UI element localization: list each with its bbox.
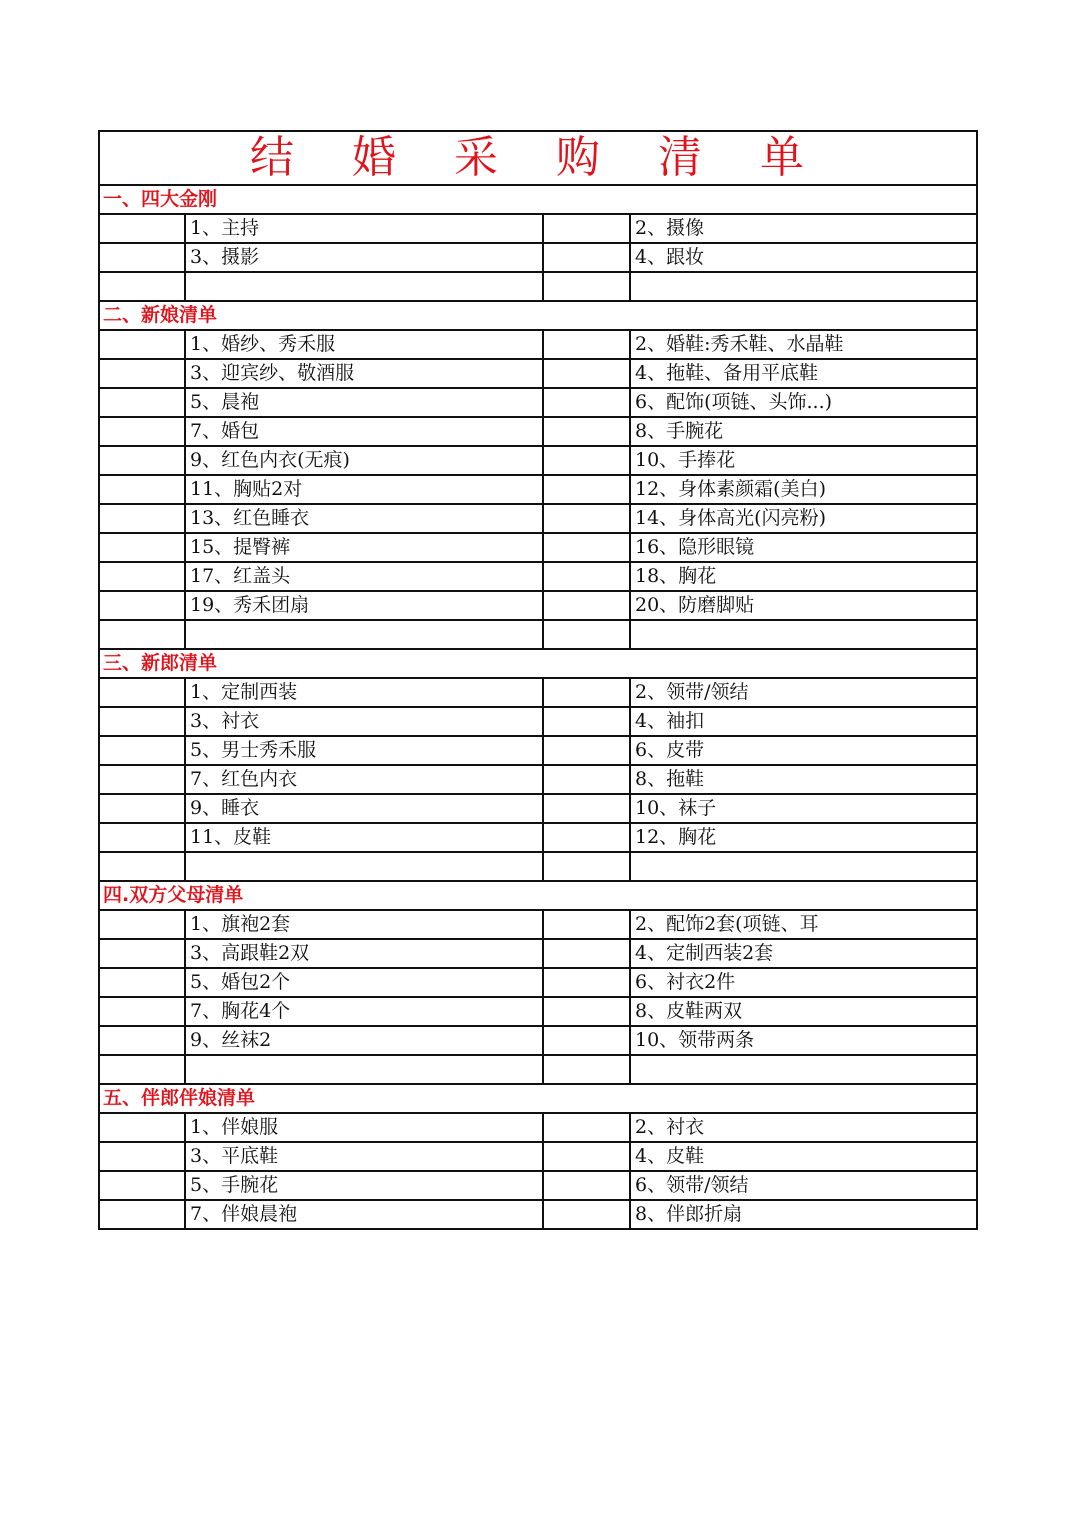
list-item: 4、皮鞋 [630,1142,977,1171]
list-item: 5、手腕花 [185,1171,543,1200]
list-item: 14、身体高光(闪亮粉) [630,504,977,533]
list-item: 6、配饰(项链、头饰...) [630,388,977,417]
list-item: 20、防磨脚贴 [630,591,977,620]
check-cell [543,446,630,475]
check-cell [543,1142,630,1171]
section-heading: 三、新郎清单 [99,649,977,678]
list-item: 8、伴郎折扇 [630,1200,977,1229]
check-cell [543,214,630,243]
table-row [99,214,977,243]
list-item: 7、伴娘晨袍 [185,1200,543,1229]
list-item: 3、平底鞋 [185,1142,543,1171]
list-item: 2、领带/领结 [630,678,977,707]
section-header-row [99,185,977,214]
check-cell [543,417,630,446]
table-row [99,388,977,417]
check-cell [99,446,185,475]
shopping-list-table [98,130,978,1230]
list-item: 8、手腕花 [630,417,977,446]
list-item [630,272,977,301]
table-row [99,707,977,736]
table-row [99,1200,977,1229]
list-item: 13、红色睡衣 [185,504,543,533]
check-cell [543,1200,630,1229]
check-cell [543,678,630,707]
check-cell [543,243,630,272]
list-item: 6、衬衣2件 [630,968,977,997]
list-item: 4、袖扣 [630,707,977,736]
list-item: 15、提臀裤 [185,533,543,562]
list-item: 8、皮鞋两双 [630,997,977,1026]
list-item: 10、手捧花 [630,446,977,475]
list-item: 11、皮鞋 [185,823,543,852]
check-cell [543,475,630,504]
table-row [99,591,977,620]
check-cell [543,620,630,649]
check-cell [99,562,185,591]
list-item: 11、胸贴2对 [185,475,543,504]
check-cell [543,533,630,562]
list-item: 5、晨袍 [185,388,543,417]
section-header-row [99,1084,977,1113]
list-item: 5、男士秀禾服 [185,736,543,765]
check-cell [543,765,630,794]
list-item [185,1055,543,1084]
table-row [99,330,977,359]
table-row [99,678,977,707]
list-item: 4、跟妆 [630,243,977,272]
check-cell [99,1142,185,1171]
check-cell [99,736,185,765]
check-cell [99,997,185,1026]
check-cell [99,852,185,881]
table-row [99,736,977,765]
table-row [99,533,977,562]
check-cell [99,388,185,417]
list-item: 9、红色内衣(无痕) [185,446,543,475]
list-item [630,1055,977,1084]
page-title: 结 婚 采 购 清 单 [99,131,977,185]
section-heading: 二、新娘清单 [99,301,977,330]
check-cell [99,794,185,823]
check-cell [99,823,185,852]
check-cell [99,591,185,620]
table-row [99,794,977,823]
check-cell [543,794,630,823]
list-item: 6、领带/领结 [630,1171,977,1200]
list-item: 10、领带两条 [630,1026,977,1055]
table-row [99,765,977,794]
list-item: 3、摄影 [185,243,543,272]
list-item [630,852,977,881]
check-cell [99,1171,185,1200]
list-item: 9、丝袜2 [185,1026,543,1055]
check-cell [543,910,630,939]
check-cell [543,707,630,736]
table-row [99,620,977,649]
list-item: 5、婚包2个 [185,968,543,997]
section-heading: 四.双方父母清单 [99,881,977,910]
list-item: 7、婚包 [185,417,543,446]
check-cell [543,1113,630,1142]
section-header-row [99,301,977,330]
section-heading: 一、四大金刚 [99,185,977,214]
list-item: 2、衬衣 [630,1113,977,1142]
list-item: 7、红色内衣 [185,765,543,794]
check-cell [543,823,630,852]
check-cell [99,910,185,939]
check-cell [543,388,630,417]
check-cell [99,1200,185,1229]
section-header-row [99,649,977,678]
table-row [99,852,977,881]
list-item: 3、高跟鞋2双 [185,939,543,968]
check-cell [543,1055,630,1084]
check-cell [99,939,185,968]
check-cell [543,330,630,359]
section-header-row [99,881,977,910]
table-row [99,968,977,997]
list-item: 1、旗袍2套 [185,910,543,939]
list-item: 1、伴娘服 [185,1113,543,1142]
table-row [99,1113,977,1142]
list-item: 4、拖鞋、备用平底鞋 [630,359,977,388]
check-cell [99,678,185,707]
table-row [99,504,977,533]
check-cell [99,1026,185,1055]
list-item [185,620,543,649]
check-cell [99,707,185,736]
check-cell [543,591,630,620]
table-row [99,939,977,968]
check-cell [99,475,185,504]
table-row [99,359,977,388]
list-item: 1、主持 [185,214,543,243]
list-item: 4、定制西装2套 [630,939,977,968]
check-cell [543,997,630,1026]
list-item: 7、胸花4个 [185,997,543,1026]
check-cell [543,504,630,533]
list-item: 18、胸花 [630,562,977,591]
list-item: 2、摄像 [630,214,977,243]
check-cell [99,533,185,562]
check-cell [99,1055,185,1084]
check-cell [99,330,185,359]
list-item: 1、婚纱、秀禾服 [185,330,543,359]
check-cell [99,968,185,997]
list-item: 2、配饰2套(项链、耳 [630,910,977,939]
table-row [99,1026,977,1055]
check-cell [543,359,630,388]
list-item: 12、胸花 [630,823,977,852]
check-cell [99,243,185,272]
list-item: 17、红盖头 [185,562,543,591]
table-row [99,475,977,504]
check-cell [99,765,185,794]
check-cell [543,852,630,881]
check-cell [99,504,185,533]
list-item: 10、袜子 [630,794,977,823]
table-row [99,997,977,1026]
list-item: 9、睡衣 [185,794,543,823]
check-cell [99,1113,185,1142]
table-row [99,446,977,475]
check-cell [99,417,185,446]
check-cell [543,1026,630,1055]
list-item: 8、拖鞋 [630,765,977,794]
table-row [99,1142,977,1171]
list-item: 19、秀禾团扇 [185,591,543,620]
check-cell [99,214,185,243]
check-cell [99,620,185,649]
check-cell [543,1171,630,1200]
table-row [99,272,977,301]
list-item: 6、皮带 [630,736,977,765]
list-item: 1、定制西装 [185,678,543,707]
check-cell [543,968,630,997]
list-item [630,620,977,649]
list-item: 12、身体素颜霜(美白) [630,475,977,504]
section-heading: 五、伴郎伴娘清单 [99,1084,977,1113]
list-item: 3、衬衣 [185,707,543,736]
list-item: 2、婚鞋:秀禾鞋、水晶鞋 [630,330,977,359]
check-cell [99,359,185,388]
check-cell [543,562,630,591]
list-item: 16、隐形眼镜 [630,533,977,562]
title-row [99,131,977,185]
table-row [99,910,977,939]
check-cell [543,939,630,968]
table-row [99,1055,977,1084]
list-item: 3、迎宾纱、敬酒服 [185,359,543,388]
list-item [185,272,543,301]
table-row [99,823,977,852]
table-row [99,417,977,446]
check-cell [543,272,630,301]
check-cell [99,272,185,301]
check-cell [543,736,630,765]
table-row [99,1171,977,1200]
table-row [99,243,977,272]
list-item [185,852,543,881]
table-row [99,562,977,591]
